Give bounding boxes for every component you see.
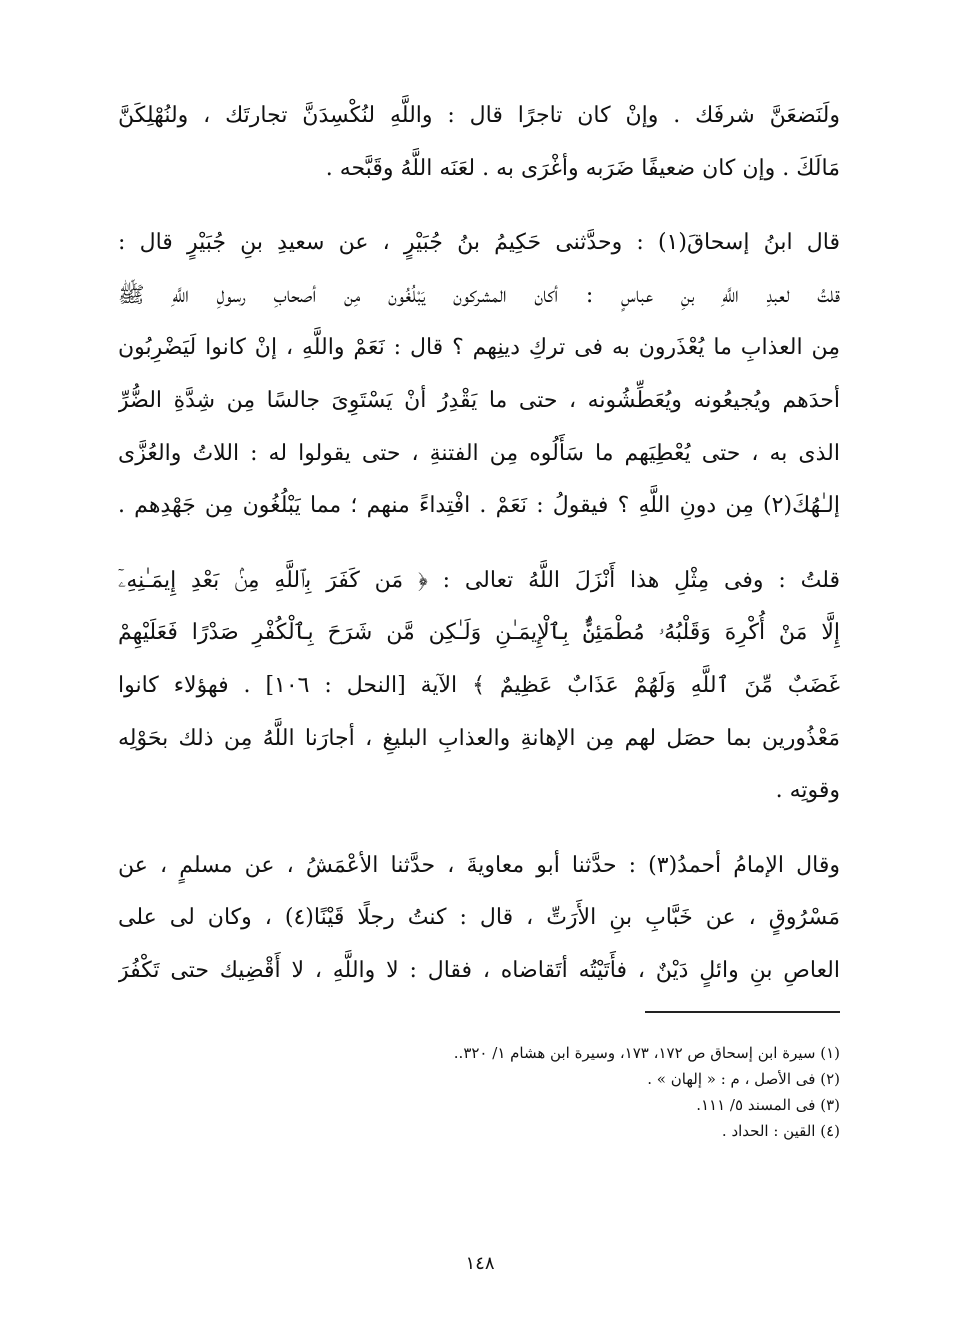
text-line: مَسْرُوقٍ ، عن خَبَّابِ بنِ الأَرَتِّ ، قال : كنتُ رجلًا قَيْنًا(٤) ، وكان لى على	[118, 905, 840, 931]
page-number: ١٤٨	[465, 1253, 495, 1274]
footnote: (١) سيرة ابن إسحاق ص ١٧٢، ١٧٣، وسيرة ابن هشام ١/ ٣٢٠..	[453, 1044, 840, 1062]
text-line: إلـٰهُكَ(٢) مِن دونِ اللَّهِ ؟ فيقولُ : نَعَمْ . افْتِداءً منهم ؛ مما يَبْلُغُون مِن جَهْدِهم .	[118, 493, 840, 519]
main-text	[118, 90, 840, 1020]
paragraph-2	[118, 217, 840, 533]
text-line: مَعْذُورين بما حصَل لهم مِن الإهانةِ والعذابِ البليغِ ، أجارَنا اللَّهُ مِن ذلك بحَوْلِه	[118, 725, 840, 751]
text-line: وقوتِه .	[775, 778, 840, 804]
text-line: غَضَبٌ مِّنَ ٱللَّهِ وَلَهُمْ عَذَابٌ عَظِيمٌ ﴾ الآية [النحل : ١٠٦] . فهؤلاء كانوا	[118, 672, 840, 698]
footnote: (٤) القين : الحداد .	[721, 1122, 840, 1140]
text-line: مِن العذابِ ما يُعْذَرون به فى تركِ دينِهم ؟ قال : نَعَمْ واللَّهِ ، إنْ كانوا لَيَضْرِبُون	[118, 335, 840, 361]
text-line: قال ابنُ إسحاقَ(١) : وحدَّثنى حَكِيمُ بنُ جُبَيْرٍ ، عن سعيدِ بنِ جُبَيْرٍ قال :	[118, 230, 840, 256]
text-line: إِلَّا مَنْ أُكْرِهَ وَقَلْبُهُۥ مُطْمَئِنٌّۢ بِٱلْإِيمَـٰنِ وَلَـٰكِن مَّن شَرَحَ بِٱلْكُفْرِ صَدْرًا فَعَلَيْهِمْ	[118, 620, 840, 646]
text-line: وقال الإمامُ أحمدُ(٣) : حدَّثنا أبو معاويةَ ، حدَّثنا الأعْمَشُ ، عن مسلمٍ ، عن	[118, 852, 840, 878]
text-line: قلتُ : وفى مِثْلِ هذا أَنْزَلَ اللَّهُ تعالى : ﴿ مَن كَفَرَ بِٱللَّهِ مِنۢ بَعْدِ إِيمَـٰنِهِۦٓ	[118, 567, 840, 593]
footnotes	[300, 1040, 840, 1144]
text-line: ولَنَضعَنَّ شرفَك . وإنْ كان تاجرًا قال : واللَّهِ لنُكْسِدَنَّ تجارتَك ، ولنُهْلِكَنَّ	[118, 103, 840, 128]
text-line: الذى به ، حتى يُعْطِيَهم ما سَأَلُوه مِن الفتنةِ ، حتى يقولوا له : اللاتُ والعُزَّى	[118, 440, 840, 466]
text-line: العاصِ بنِ وائلٍ دَيْنٌ ، فأَتَيْتُه أتَقاضاه ، فقال : لا واللَّهِ ، لا أَقْضِيك حتى تَكْفُرَ	[118, 957, 840, 983]
text-line: قلتُ لعبدِ اللَّهِ بنِ عباسٍ : أكان المشركون يَبْلُغُون مِن أصحابِ رسولِ اللَّهِ ﷺ	[118, 282, 840, 308]
text-line: أحدَهم ويُجيعُونه ويُعَطِّشُونه ، حتى ما يَقْدِرُ أنْ يَسْتَوِىَ جالسًا مِن شِدَّةِ الضُّرِّ	[118, 387, 840, 413]
footnote: (٣) فى المسند ٥/ ١١١.	[696, 1096, 840, 1114]
paragraph-3	[118, 555, 840, 818]
footnote: (٢) فى الأصل ، م : « إلهان » .	[647, 1070, 840, 1088]
text-line: مَالَكَ . وإن كان ضعيفًا ضَرَبه وأغْرَى به . لعَنَه اللَّهُ وقَبَّحه .	[325, 155, 840, 181]
paragraph-1	[118, 90, 840, 195]
paragraph-4	[118, 840, 840, 998]
footnote-separator	[645, 1011, 840, 1013]
